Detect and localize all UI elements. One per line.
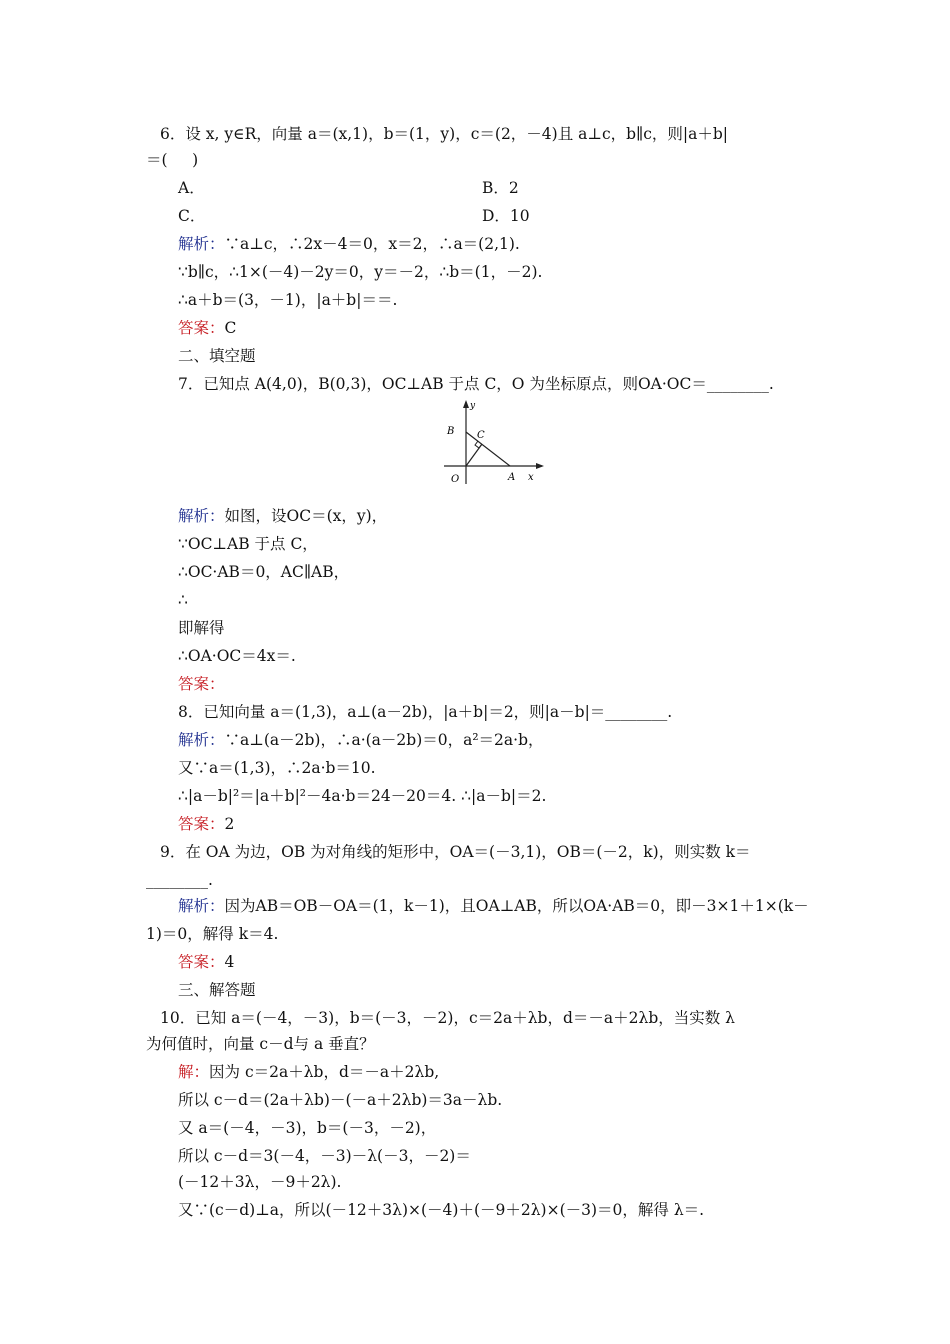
q7-solution-2: ∵OC⊥AB 于点 C， bbox=[178, 535, 318, 553]
q7-answer-label: 答案： bbox=[178, 675, 225, 693]
answer-label: 答案： bbox=[178, 815, 225, 833]
q7-solution-3: ∴OC·AB＝0，AC∥AB， bbox=[178, 563, 350, 581]
q8-answer bbox=[178, 814, 234, 834]
q10-stem: 10．已知 a＝(－4，－3)，b＝(－3，－2)，c＝2a＋λb，d＝－a＋2λb，当实数 λ bbox=[160, 1009, 736, 1027]
q6-option-a: A． bbox=[178, 179, 205, 197]
q8-solution-1 bbox=[178, 730, 544, 750]
q8-solution-2: 又∵a＝(1,3)，∴2a·b＝10. bbox=[178, 759, 376, 777]
q9-stem-cont: ________. bbox=[146, 871, 213, 889]
q6-option-c: C． bbox=[178, 207, 206, 225]
segment-ab bbox=[466, 432, 510, 466]
q6-solution-1 bbox=[178, 234, 520, 254]
q6-solution-2: ∵b∥c，∴1×(－4)－2y＝0，y＝－2，∴b＝(1，－2). bbox=[178, 263, 543, 281]
q7-stem: 7．已知点 A(4,0)，B(0,3)，OC⊥AB 于点 C，O 为坐标原点，则OA·OC＝________. bbox=[178, 375, 774, 393]
q8-solution-3: ∴|a－b|²＝|a＋b|²－4a·b＝24－20＝4. ∴|a－b|＝2. bbox=[178, 787, 547, 805]
solution-text: 因为 c＝2a＋λb，d＝－a＋2λb, bbox=[209, 1063, 440, 1081]
q9-solution-2: 1)＝0，解得 k＝4. bbox=[146, 925, 279, 943]
label-y: y bbox=[470, 401, 476, 411]
answer-text: 4 bbox=[224, 953, 235, 971]
label-b: B bbox=[447, 426, 455, 437]
q9-solution-1 bbox=[178, 896, 809, 916]
q6-stem-cont: ＝( ) bbox=[146, 151, 199, 169]
q6-solution-3: ∴a＋b＝(3，－1)，|a＋b|＝＝. bbox=[178, 291, 398, 309]
q9-stem: 9．在 OA 为边，OB 为对角线的矩形中，OA＝(－3,1)，OB＝(－2，k)，则实数 k＝ bbox=[160, 843, 751, 861]
solution-text: ∵a⊥c，∴2x－4＝0，x＝2，∴a＝(2,1). bbox=[224, 235, 520, 253]
q10-solution-6: 又∵(c－d)⊥a，所以(－12＋3λ)×(－4)＋(－9＋2λ)×(－3)＝0，解得 λ＝. bbox=[178, 1201, 705, 1219]
solution-label: 解： bbox=[178, 1063, 210, 1081]
q7-solution-6: ∴OA·OC＝4x＝. bbox=[178, 647, 296, 665]
q6-stem: 6．设 x, y∈R，向量 a＝(x,1)，b＝(1，y)，c＝(2，－4)且 a⊥c，b∥c，则|a＋b| bbox=[160, 125, 729, 143]
x-axis-arrow bbox=[536, 463, 544, 469]
label-a: A bbox=[508, 472, 516, 483]
solution-label: 解析： bbox=[178, 897, 225, 915]
answer-label: 答案： bbox=[178, 319, 225, 337]
solution-text: ∵a⊥(a－2b)，∴a·(a－2b)＝0，a²＝2a·b， bbox=[224, 731, 544, 749]
q9-answer bbox=[178, 952, 234, 972]
solution-text: 如图，设OC＝(x，y)， bbox=[224, 507, 388, 525]
q6-answer bbox=[178, 318, 236, 338]
q10-solution-5: (－12＋3λ，－9＋2λ). bbox=[178, 1173, 342, 1191]
q7-solution-4: ∴ bbox=[178, 591, 188, 609]
solution-label: 解析： bbox=[178, 507, 225, 525]
q10-solution-2: 所以 c－d＝(2a＋λb)－(－a＋2λb)＝3a－λb. bbox=[178, 1091, 503, 1109]
label-c: C bbox=[477, 430, 485, 441]
q6-option-d: D．10 bbox=[482, 207, 530, 225]
solution-label: 解析： bbox=[178, 235, 225, 253]
q10-solution-3: 又 a＝(－4，－3)，b＝(－3，－2)， bbox=[178, 1119, 437, 1137]
label-x: x bbox=[528, 472, 534, 483]
answer-text: 2 bbox=[224, 815, 235, 833]
q10-solution-4: 所以 c－d＝3(－4，－3)－λ(－3，－2)＝ bbox=[178, 1147, 471, 1165]
q8-stem: 8．已知向量 a＝(1,3)，a⊥(a－2b)，|a＋b|＝2，则|a－b|＝________. bbox=[178, 703, 673, 721]
q7-solution-1 bbox=[178, 506, 387, 526]
q10-solution-1 bbox=[178, 1062, 439, 1082]
section-2-heading: 二、填空题 bbox=[178, 347, 256, 365]
solution-label: 解析： bbox=[178, 731, 225, 749]
q6-option-b: B．2 bbox=[482, 179, 519, 197]
solution-text: 因为AB＝OB－OA＝(1，k－1)，且OA⊥AB，所以OA·AB＝0，即－3×1＋1×(k－ bbox=[224, 897, 809, 915]
coordinate-figure bbox=[438, 398, 548, 488]
q7-solution-5: 即解得 bbox=[178, 619, 225, 637]
label-o: O bbox=[451, 474, 460, 485]
answer-text: C bbox=[224, 319, 237, 337]
q10-stem-cont: 为何值时，向量 c－d与 a 垂直？ bbox=[146, 1035, 375, 1053]
y-axis-arrow bbox=[463, 400, 469, 408]
section-3-heading: 三、解答题 bbox=[178, 981, 256, 999]
answer-label: 答案： bbox=[178, 953, 225, 971]
